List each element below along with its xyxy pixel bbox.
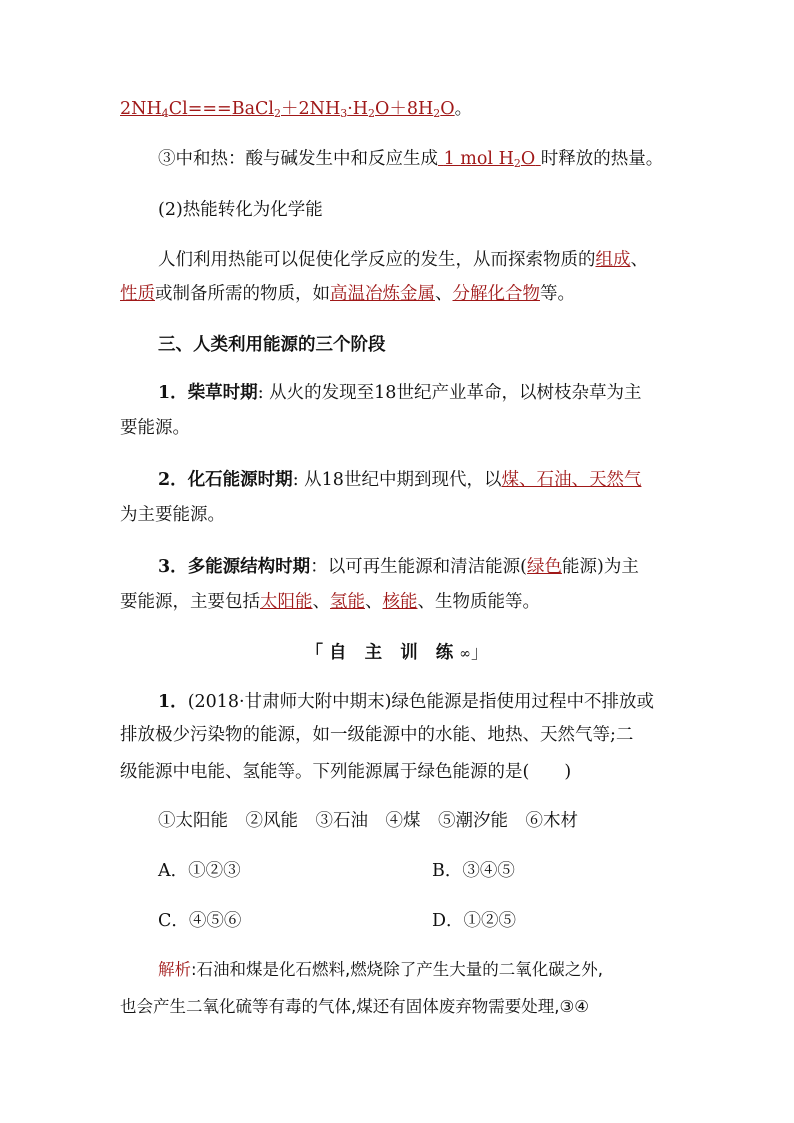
- paragraph-line-1: 人们利用热能可以促使化学反应的发生，从而探索物质的组成、: [158, 250, 648, 270]
- question1-line-3: 级能源中电能、氢能等。下列能源属于绿色能源的是( ): [120, 762, 572, 782]
- stage1-line-1: 1．柴草时期: 从火的发现至18世纪产业革命，以树枝杂草为主: [158, 383, 642, 403]
- equation-text: $2NH_4Cl===BaCl_2+2NH_3\cdot H_2O+8H_2O$: [120, 99, 455, 120]
- option-b[interactable]: B．③④⑤: [432, 861, 515, 881]
- question1-line-2: 排放极少污染物的能源，如一级能源中的水能、地热、天然气等;二: [120, 725, 634, 745]
- training-section-title: 「自 主 训 练∞」: [305, 643, 489, 663]
- option-a[interactable]: A．①②③: [158, 861, 241, 881]
- analysis-label: 解析: [158, 960, 191, 979]
- question1-items: ①太阳能 ②风能 ③石油 ④煤 ⑤潮汐能 ⑥木材: [158, 811, 578, 831]
- stage3-line-1: 3．多能源结构时期：以可再生能源和清洁能源(绿色能源)为主: [158, 557, 639, 577]
- analysis-line-1: 解析:石油和煤是化石燃料,燃烧除了产生大量的二氧化碳之外,: [158, 960, 604, 979]
- paragraph-line-2: 性质或制备所需的物质，如高温冶炼金属、分解化合物等。: [120, 284, 575, 304]
- subheading-heat-to-chemical: (2)热能转化为化学能: [158, 200, 323, 220]
- equation-line: $2NH_4Cl===BaCl_2+2NH_3\cdot H_2O+8H_2O$。: [120, 99, 473, 120]
- option-d[interactable]: D．①②⑤: [432, 911, 517, 931]
- neutralization-blank: 1 mol $H_2O$: [443, 149, 536, 170]
- stage2-line-2: 为主要能源。: [120, 505, 225, 525]
- stage3-line-2: 要能源，主要包括太阳能、氢能、核能、生物质能等。: [120, 592, 540, 612]
- question1-line-1: 1．(2018·甘肃师大附中期末)绿色能源是指使用过程中不排放或: [158, 692, 654, 712]
- neutralization-line: ③中和热：酸与碱发生中和反应生成 1 mol $H_2O$ 时释放的热量。: [158, 149, 664, 170]
- option-c[interactable]: C．④⑤⑥: [158, 911, 242, 931]
- stage1-line-2: 要能源。: [120, 418, 190, 438]
- question1-source: (2018·甘肃师大附中期末): [187, 692, 392, 712]
- stage2-line-1: 2．化石能源时期: 从18世纪中期到现代，以煤、石油、天然气: [158, 470, 642, 490]
- analysis-line-2: 也会产生二氧化硫等有毒的气体,煤还有固体废弃物需要处理,③④: [120, 997, 590, 1016]
- section-title-three-stages: 三、人类利用能源的三个阶段: [158, 335, 386, 355]
- infinity-icon: ∞: [459, 646, 471, 662]
